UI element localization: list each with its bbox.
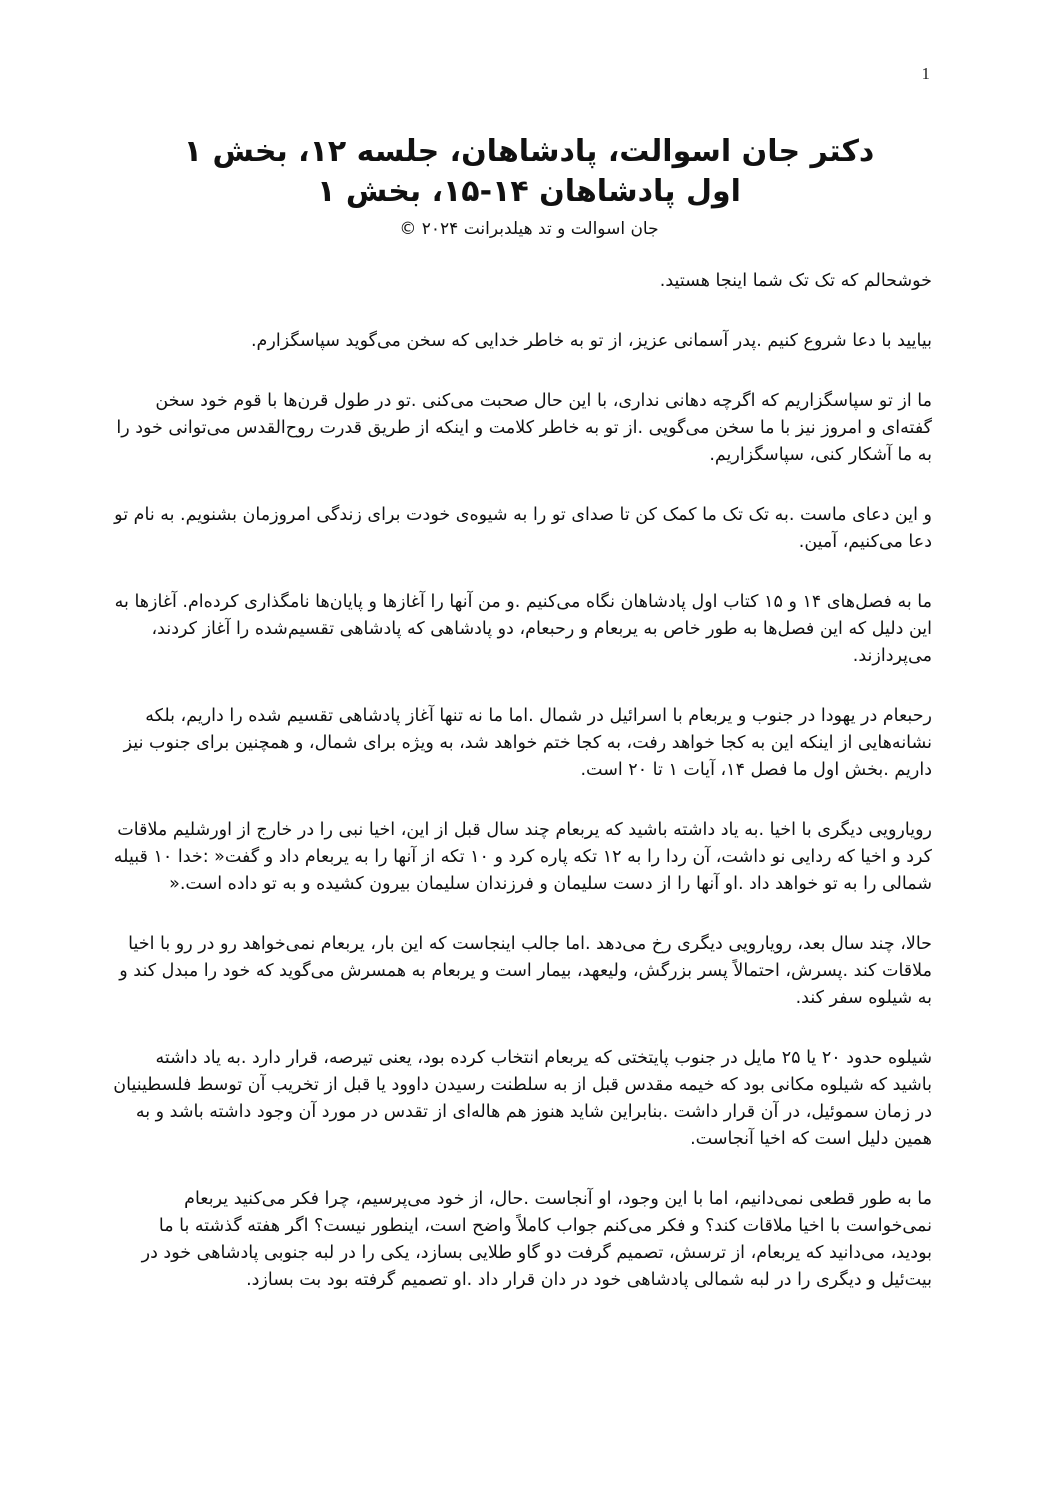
page-number: 1 xyxy=(921,64,930,83)
title-line-1: دکتر جان اسوالت، پادشاهان، جلسه ۱۲، بخش ۱ xyxy=(183,134,875,169)
paragraph-4: و این دعای ماست .به تک تک ما کمک کن تا صدای تو را به شیوه‌ی خودت برای زندگی امروزمان بشنویم. به نام تو دعا می‌کنیم، آمین. xyxy=(114,505,932,552)
title-block xyxy=(110,132,948,242)
paragraph-8: حالا، چند سال بعد، رویارویی دیگری رخ می‌دهد .اما جالب اینجاست که این بار، یربعام نمی‌خواهد رو در رو با اخیا ملاقات کند .پسرش، احتمالاً پسر بزرگش، ولیعهد، بیمار است و یربعام به همسرش می‌گوید که خود را مبدل کند و به شیلوه سفر کند. xyxy=(119,934,932,1008)
title-line-2: اول پادشاهان ۱۴-۱۵، بخش ۱ xyxy=(317,174,741,209)
paragraph-9: شیلوه حدود ۲۰ یا ۲۵ مایل در جنوب پایتختی که یربعام انتخاب کرده بود، یعنی تیرصه، قرار دارد .به یاد داشته باشید که شیلوه مکانی بود که خیمه مقدس قبل از به سلطنت رسیدن داوود یا قبل از تخریب آن توسط فلسطینیان در زمان سموئیل، در آن قرار داشت .بنابراین شاید هنوز هم هاله‌ای از تقدس در مورد آن وجود داشته باشد و به همین دلیل است که اخیا آنجاست. xyxy=(113,1048,932,1149)
paragraph-10: ما به طور قطعی نمی‌دانیم، اما با این وجود، او آنجاست .حال، از خود می‌پرسیم، چرا فکر می‌کنید یربعام نمی‌خواست با اخیا ملاقات کند؟ و فکر می‌کنم جواب کاملاً واضح است، اینطور نیست؟ اگر هفته گذشته با ما بودید، می‌دانید که یربعام، از ترسش، تصمیم گرفت دو گاو طلایی بسازد، یکی را در لبه جنوبی پادشاهی خود در بیت‌ئیل و دیگری را در لبه شمالی پادشاهی خود در دان قرار داد .او تصمیم گرفته بود بت بسازد. xyxy=(141,1189,932,1290)
paragraph-5: ما به فصل‌های ۱۴ و ۱۵ کتاب اول پادشاهان نگاه می‌کنیم .و من آنها را آغازها و پایان‌ها نامگذاری کرده‌ام. آغازها به این دلیل که این فصل‌ها به طور خاص به یربعام و رحبعام، دو پادشاهی که پادشاهی تقسیم‌شده را آغاز کردند، می‌پردازند. xyxy=(114,592,932,666)
paragraph-7: رویارویی دیگری با اخیا .به یاد داشته باشید که یربعام چند سال قبل از این، اخیا نبی را در خارج از اورشلیم ملاقات کرد و اخیا که ردایی نو داشت، آن ردا را به ۱۲ تکه پاره کرد و ۱۰ تکه از آنها را به یربعام داد و گفت« :خدا ۱۰ قبیله شمالی را به تو خواهد داد .او آنها را از دست سلیمان و فرزندان سلیمان بیرون کشیده و به تو داده است.« xyxy=(113,820,932,894)
document-body xyxy=(112,268,932,1327)
paragraph-2: بیایید با دعا شروع کنیم .پدر آسمانی عزیز، از تو به خاطر خدایی که سخن می‌گوید سپاسگزارم. xyxy=(250,331,932,351)
paragraph-6: رحبعام در یهودا در جنوب و یربعام با اسرائیل در شمال .اما ما نه تنها آغاز پادشاهی تقسیم شده را داریم، بلکه نشانه‌هایی از اینکه این به کجا خواهد رفت، به کجا ختم خواهد شد، به ویژه برای شمال، و همچنین برای جنوب نیز داریم .بخش اول ما فصل ۱۴، آیات ۱ تا ۲۰ است. xyxy=(123,706,932,780)
paragraph-1: خوشحالم که تک تک شما اینجا هستید. xyxy=(659,271,932,291)
copyright-line: جان اسوالت و تد هیلدبرانت ۲۰۲۴ © xyxy=(399,219,659,239)
paragraph-3: ما از تو سپاسگزاریم که اگرچه دهانی نداری، با این حال صحبت می‌کنی .تو در طول قرن‌ها با قوم خود سخن گفته‌ای و امروز نیز با ما سخن می‌گویی .از تو به خاطر کلامت و اینکه از طریق قدرت روح‌القدس می‌توانی خود را به ما آشکار کنی، سپاسگزاریم. xyxy=(116,391,932,465)
